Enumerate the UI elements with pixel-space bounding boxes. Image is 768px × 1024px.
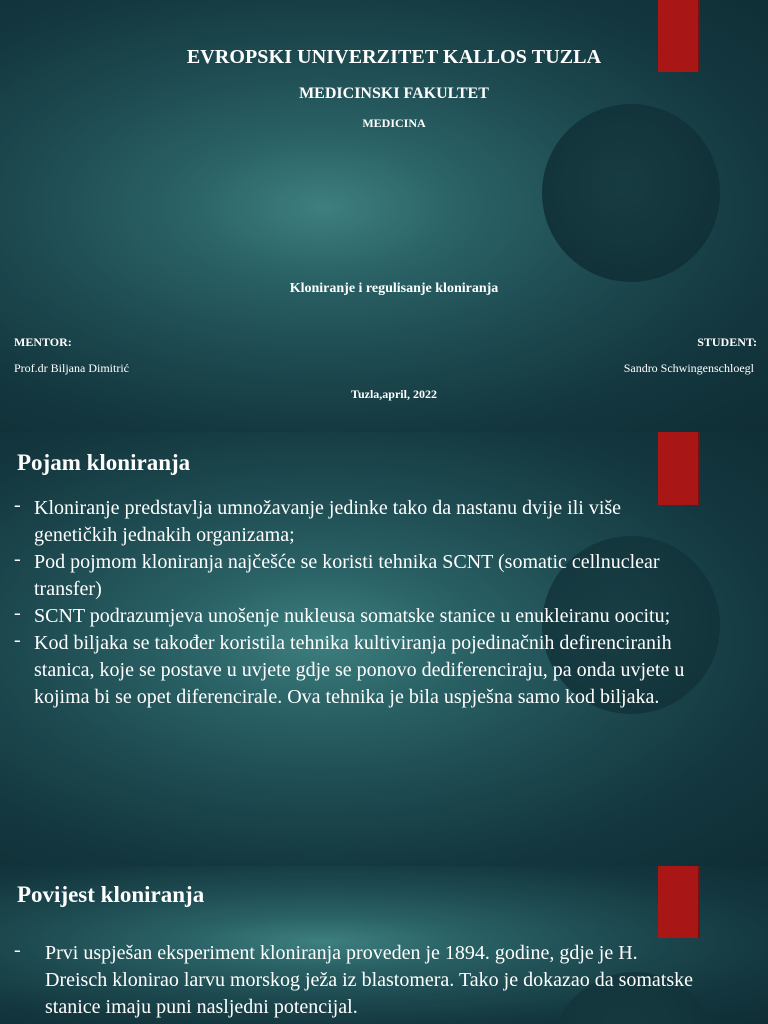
program-title: MEDICINA xyxy=(362,116,426,130)
dash-bullet-icon: - xyxy=(14,602,21,624)
faculty-title: MEDICINSKI FAKULTET xyxy=(299,85,489,102)
list-item xyxy=(14,495,694,549)
list-item xyxy=(14,549,694,603)
dash-bullet-icon: - xyxy=(14,548,21,570)
bullet-list xyxy=(14,940,694,1021)
presentation-topic: Kloniranje i regulisanje kloniranja xyxy=(289,281,499,296)
title-slide xyxy=(0,0,768,432)
history-slide xyxy=(0,866,768,1024)
list-item xyxy=(14,940,694,1021)
slide-heading: Pojam kloniranja xyxy=(17,450,191,475)
slide-heading: Povijest kloniranja xyxy=(17,882,205,907)
student-label: STUDENT: xyxy=(697,335,757,349)
red-accent-bar xyxy=(658,866,700,938)
dash-bullet-icon: - xyxy=(14,939,21,961)
bullet-text: SCNT podrazumjeva unošenje nukleusa somatske stanice u enukleiranu oocitu; xyxy=(34,605,671,627)
bullet-list xyxy=(14,495,694,711)
bullet-text: Kod biljaka se također koristila tehnika kultiviranja pojedinačnih defirenciranih stanica, koje se postave u uvjete gdje se ponovo dediferenciraju, pa onda uvjete u kojima bi se opet diferencirale. Ova tehnika je bila uspješna samo kod biljaka. xyxy=(34,632,685,708)
list-item xyxy=(14,603,694,630)
bullet-text: Prvi uspješan eksperiment kloniranja proveden je 1894. godine, gdje je H. Dreisch klonirao larvu morskog ježa iz blastomera. Tako je dokazao da somatske stanice imaju puni nasljedni potencijal. xyxy=(45,942,694,1018)
dash-bullet-icon: - xyxy=(14,494,21,516)
presentation-date: Tuzla,april, 2022 xyxy=(351,387,437,401)
university-title: EVROPSKI UNIVERZITET KALLOS TUZLA xyxy=(186,46,602,68)
student-name: Sandro Schwingenschloegl xyxy=(623,361,754,375)
concept-slide xyxy=(0,432,768,866)
list-item xyxy=(14,630,694,711)
bullet-text: Pod pojmom kloniranja najčešće se koristi tehnika SCNT (somatic cellnuclear transfer) xyxy=(34,551,660,600)
mentor-name: Prof.dr Biljana Dimitrić xyxy=(14,361,129,375)
dash-bullet-icon: - xyxy=(14,629,21,651)
mentor-label: MENTOR: xyxy=(14,335,72,349)
bullet-text: Kloniranje predstavlja umnožavanje jedinke tako da nastanu dvije ili više genetičkih jednakih organizama; xyxy=(34,497,622,546)
